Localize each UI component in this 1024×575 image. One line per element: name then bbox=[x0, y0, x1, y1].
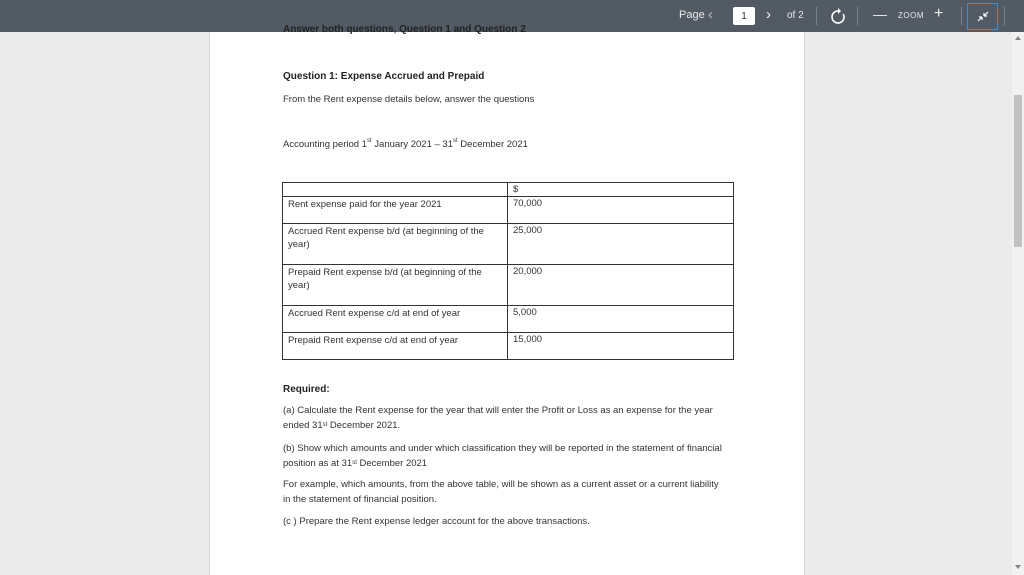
table-row bbox=[283, 224, 734, 265]
row-label: Rent expense paid for the year 2021 bbox=[283, 197, 508, 224]
example-text: For example, which amounts, from the above table, will be shown as a current asset or a current liability in the statement of financial position. bbox=[283, 479, 719, 505]
requirement-c: (c ) Prepare the Rent expense ledger account for the above transactions. bbox=[283, 516, 590, 527]
total-pages-label: of 2 bbox=[787, 10, 804, 21]
row-amount: 25,000 bbox=[508, 224, 734, 265]
section-heading: Answer both questions, Question 1 and Question 2 bbox=[283, 24, 526, 35]
table-row bbox=[283, 333, 734, 360]
row-label: Prepaid Rent expense c/d at end of year bbox=[283, 333, 508, 360]
page-label: Page bbox=[679, 9, 705, 21]
requirement-a: (a) Calculate the Rent expense for the year that will enter the Profit or Loss as an expense for the year ended 31st December 2021. bbox=[283, 405, 713, 431]
collapse-icon bbox=[968, 4, 997, 29]
table-cell bbox=[283, 183, 508, 197]
toolbar-divider bbox=[961, 7, 962, 25]
rent-expense-table bbox=[282, 182, 734, 360]
table-row bbox=[283, 306, 734, 333]
vertical-scrollbar[interactable] bbox=[1012, 32, 1024, 575]
document-page bbox=[209, 24, 805, 575]
chevron-left-icon[interactable]: ‹ bbox=[708, 6, 713, 23]
row-label: Prepaid Rent expense b/d (at beginning of the year) bbox=[283, 265, 508, 306]
question-title: Question 1: Expense Accrued and Prepaid bbox=[283, 71, 485, 82]
scroll-up-arrow-icon[interactable] bbox=[1015, 36, 1021, 40]
row-label: Accrued Rent expense c/d at end of year bbox=[283, 306, 508, 333]
page-number-input[interactable] bbox=[733, 7, 755, 25]
toolbar-divider bbox=[816, 7, 817, 25]
scroll-down-arrow-icon[interactable] bbox=[1015, 565, 1021, 569]
accounting-period: Accounting period 1st January 2021 – 31st December 2021 bbox=[283, 138, 528, 150]
row-label: Accrued Rent expense b/d (at beginning of the year) bbox=[283, 224, 508, 265]
table-row bbox=[283, 265, 734, 306]
rotate-icon[interactable] bbox=[830, 7, 846, 25]
chevron-right-icon[interactable]: › bbox=[766, 6, 771, 23]
toolbar-divider bbox=[1004, 7, 1005, 25]
minus-icon[interactable]: — bbox=[873, 6, 887, 22]
requirement-b: (b) Show which amounts and under which classification they will be reported in the statement of financial position as at 31st December 2021 bbox=[283, 443, 722, 469]
collapse-button[interactable] bbox=[967, 3, 998, 30]
table-header-row bbox=[283, 183, 734, 197]
zoom-label: ZOOM bbox=[898, 11, 924, 20]
scrollbar-thumb[interactable] bbox=[1014, 95, 1022, 247]
table-row bbox=[283, 197, 734, 224]
row-amount: 5,000 bbox=[508, 306, 734, 333]
row-amount: 20,000 bbox=[508, 265, 734, 306]
toolbar-divider bbox=[857, 7, 858, 25]
row-amount: 70,000 bbox=[508, 197, 734, 224]
intro-text: From the Rent expense details below, answer the questions bbox=[283, 94, 535, 105]
required-heading: Required: bbox=[283, 384, 330, 395]
currency-header: $ bbox=[508, 183, 734, 197]
plus-icon[interactable]: + bbox=[934, 5, 944, 22]
row-amount: 15,000 bbox=[508, 333, 734, 360]
